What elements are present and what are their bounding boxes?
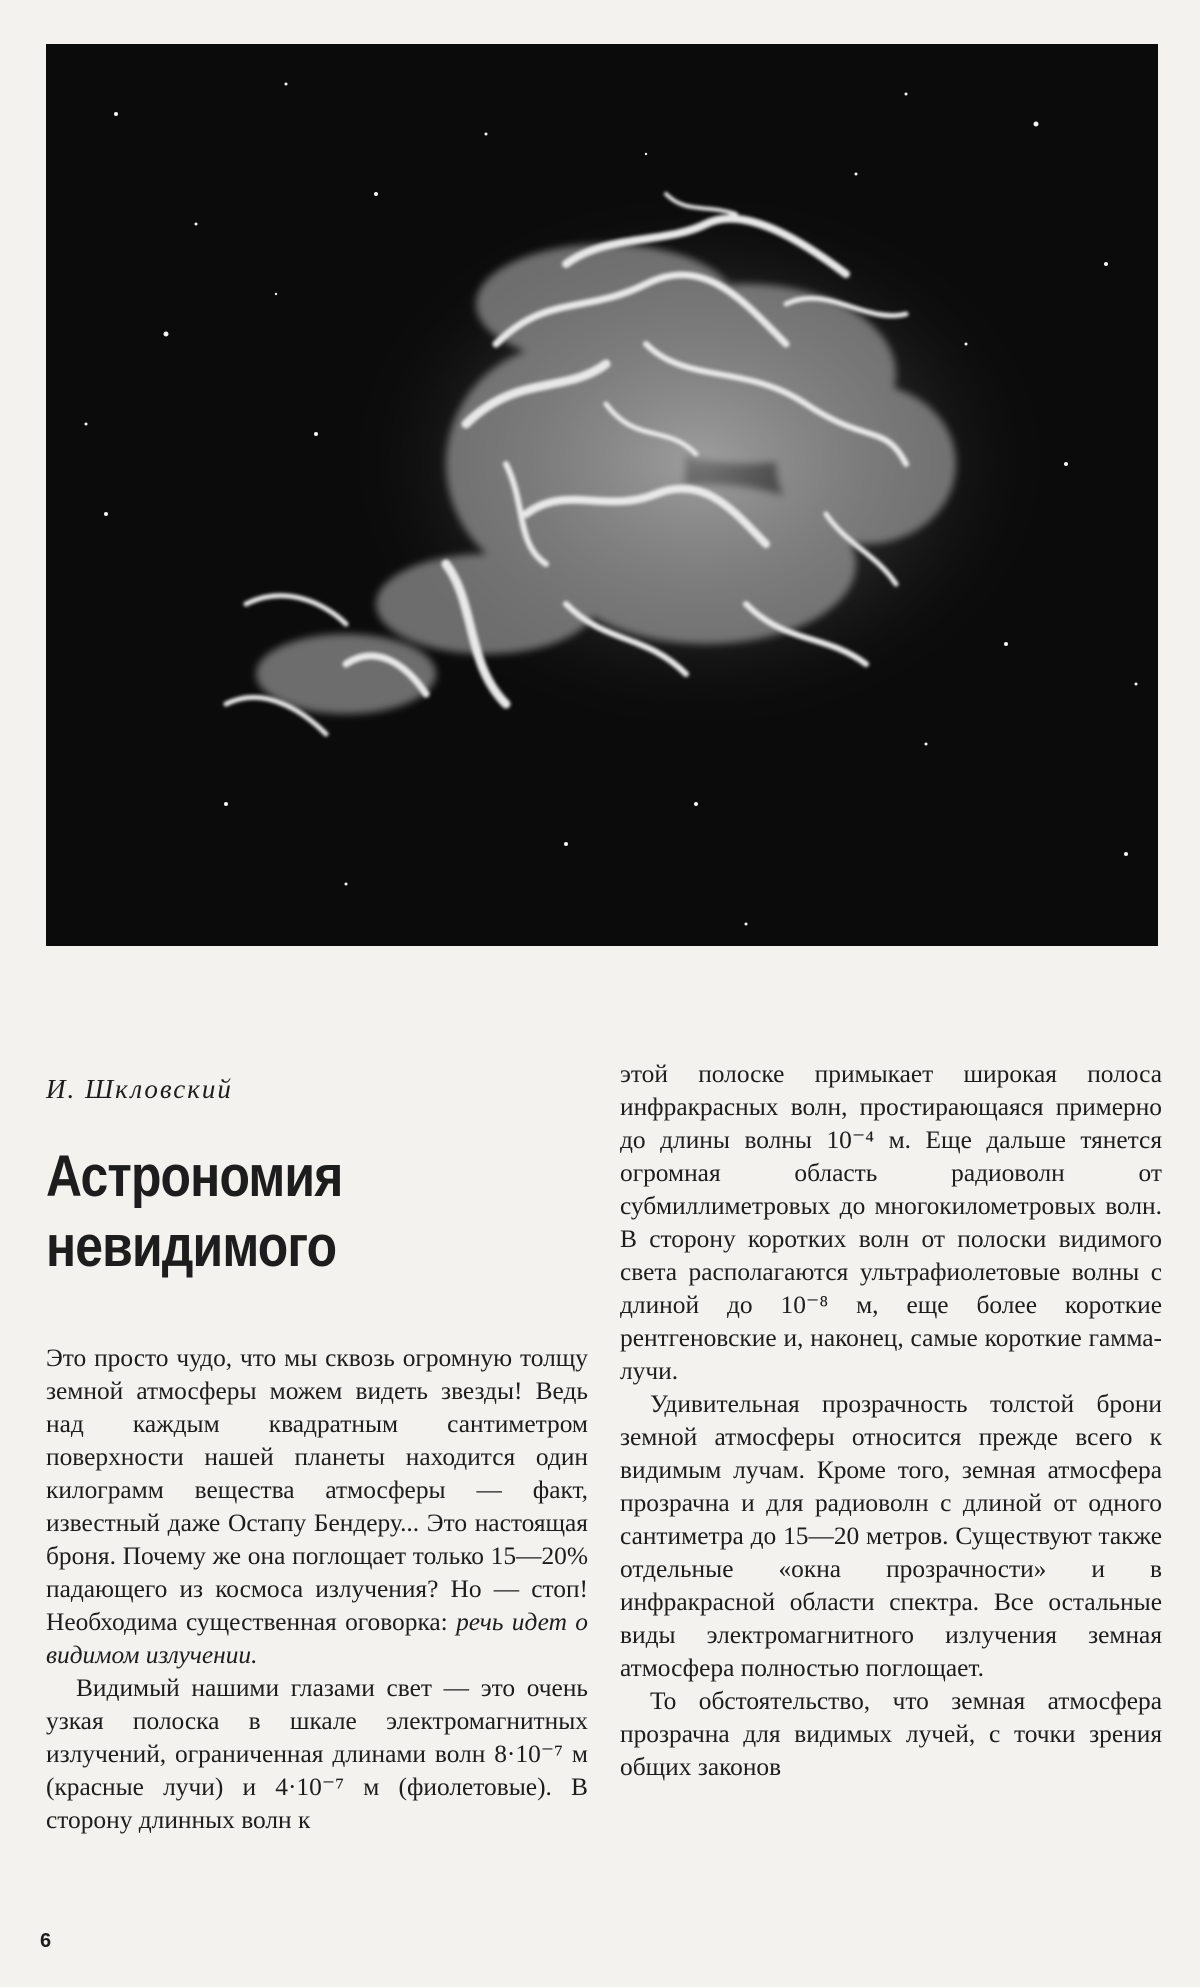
paragraph-1-text: Это просто чудо, что мы сквозь огромную толщу земной атмосферы можем видеть звезды! Ведь над каждым квадратным сантиметром поверхности нашей планеты находится один килограмм вещества атмосферы — факт, известный даже Остапу Бендеру... Это настоящая броня. Почему же она поглощает только 15—20% падающего из космоса излучения? Но — стоп! Необходима существенная оговорка: [46, 1344, 588, 1636]
left-column [46, 1060, 588, 1837]
title-line-1: Астрономия [46, 1144, 343, 1209]
page-number: 6 [40, 1930, 52, 1952]
author-name: И. Шкловский [46, 1074, 233, 1104]
paragraph-2: Видимый нашими глазами свет — это очень узкая полоска в шкале электромагнитных излучений, ограниченная длинами волн 8·10⁻⁷ м (красные лучи) и 4·10⁻⁷ м (фиолетовые). В сторону длинных волн к [46, 1674, 588, 1834]
paragraph-3: Удивительная прозрачность толстой брони земной атмосферы относится прежде всего к видимым лучам. Кроме того, земная атмосфера прозрачна и для радиоволн с длиной от одного сантиметра до 15—20 метров. Существуют также отдельные «окна прозрачности» и в инфракрасной области спектра. Все остальные виды электромагнитного излучения земная атмосфера полностью поглощает. [620, 1390, 1162, 1682]
paragraph-4: То обстоятельство, что земная атмосфера прозрачна для видимых лучей, с точки зрения общих законов [620, 1687, 1162, 1781]
right-column [620, 1058, 1162, 1784]
paragraph-2-continued: этой полоске примыкает широкая полоса инфракрасных волн, простирающаяся примерно до длины волны 10⁻⁴ м. Еще дальше тянется огромная область радиоволн от субмиллиметровых до многокилометровых волн. В сторону коротких волн от полоски видимого света располагаются ультрафиолетовые волны с длиной до 10⁻⁸ м, еще более короткие рентгеновские и, наконец, самые короткие гамма-лучи. [620, 1060, 1162, 1385]
nebula-photo [46, 44, 1158, 946]
title-line-2: невидимого [46, 1214, 337, 1279]
paragraph-1 [46, 1342, 588, 1672]
paragraph-1-emphasis: речь идет о видимом излучении. [46, 1608, 588, 1669]
article-title [46, 1142, 596, 1282]
crab-nebula-image [46, 44, 1158, 946]
